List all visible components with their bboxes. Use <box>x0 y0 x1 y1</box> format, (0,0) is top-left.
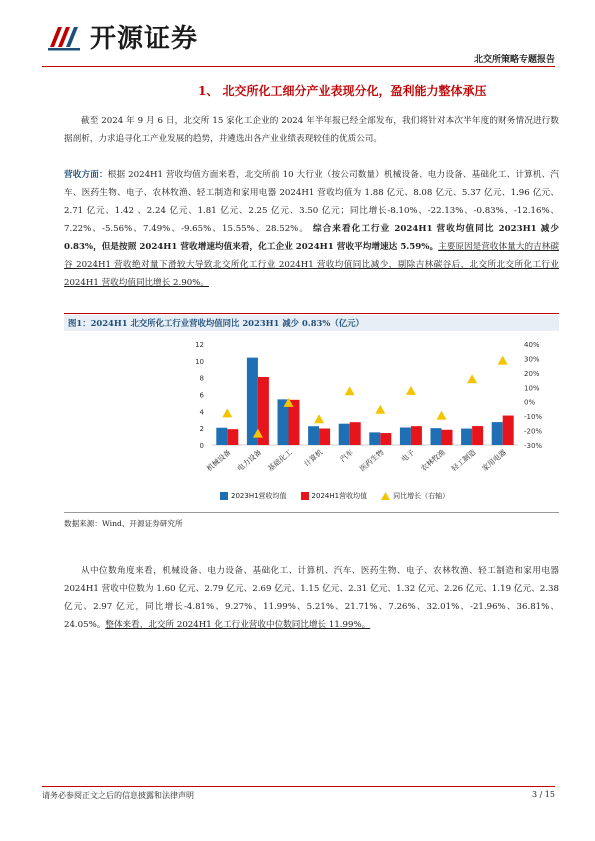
y-right-tick-label: -10% <box>524 413 543 422</box>
page-header <box>0 0 595 65</box>
median-body: 从中位数角度来看，机械设备、电力设备、基础化工、计算机、汽车、医药生物、电子、农林牧渔、轻工制造和家用电器 2024H1 营收中位数为 1.60 亿元、2.79 亿元、2.69 亿元、1.15 亿元、2.31 亿元、1.32 亿元、2.26 亿元、1.19 亿元、2.38 亿元、2.97 亿元，同比增长-4.81%、9.27%、11.99%、5.21%、21.71%、7.26%、32.01%、-21.96%、36.81%、24.05%。 <box>64 566 559 630</box>
section-title: 1、 北交所化工细分产业表现分化，盈利能力整体承压 <box>198 84 487 98</box>
bar-2023h1 <box>339 424 350 445</box>
y-left-tick-label: 10 <box>195 357 204 366</box>
y-right-tick-label: 20% <box>524 369 540 378</box>
legend-label: 2024H1营收均值 <box>311 492 368 500</box>
y-left-tick-label: 12 <box>195 341 204 349</box>
y-left-tick-label: 8 <box>199 374 204 383</box>
growth-point <box>375 405 385 414</box>
bar-2023h1 <box>492 422 503 445</box>
legend-label: 2023H1营收均值 <box>231 492 287 500</box>
bar-2024h1 <box>411 426 422 445</box>
growth-point <box>345 386 355 395</box>
x-tick-label: 电子 <box>399 447 417 464</box>
y-right-tick-label: 0% <box>524 398 536 407</box>
bar-2023h1 <box>369 432 380 445</box>
bar-2024h1 <box>472 426 483 445</box>
x-tick-label: 家用电器 <box>480 447 508 474</box>
figure-title: 图1：2024H1 北交所化工行业营收均值同比 2023H1 减少 0.83%（亿元） <box>68 318 364 328</box>
x-tick-label: 基础化工 <box>265 447 294 474</box>
growth-point <box>437 411 447 420</box>
y-left-tick-label: 2 <box>199 425 204 434</box>
x-tick-label: 电力设备 <box>235 447 264 474</box>
brand-name: 开源证券 <box>90 24 199 54</box>
bar-2024h1 <box>380 433 391 445</box>
logo-icon <box>46 21 84 53</box>
legend-swatch <box>220 492 228 500</box>
y-left-tick-label: 4 <box>199 408 204 417</box>
report-type: 北交所策略专题报告 <box>473 55 555 65</box>
intro-text: 截至 2024 年 9 月 6 日，北交所 15 家化工企业的 2024 年半年报已经全部发布，我们将针对本次半年度的财务情况进行数据剖析，力求追寻化工产业发展的趋势，并遴选出各产业业绩表现较佳的优质公司。 <box>64 116 559 144</box>
x-tick-label: 医药生物 <box>357 447 386 474</box>
y-right-tick-label: 10% <box>524 384 540 393</box>
revenue-chart <box>64 332 559 512</box>
figure-source: 数据来源：Wind、开源证券研究所 <box>64 519 183 528</box>
revenue-paragraph <box>64 166 559 292</box>
footer-divider <box>42 786 555 787</box>
x-tick-label: 轻工制造 <box>449 447 478 474</box>
bar-2024h1 <box>503 416 514 445</box>
y-right-tick-label: 30% <box>524 355 540 364</box>
summary-bold: 综合来看化工行业 2024H1 营收均值同比 2023H1 减少 0.83%，但是按照 2024H1 营收增速均值来看，化工企业 2024H1 营收平均增速达 5.59%。 <box>64 224 560 252</box>
bar-2024h1 <box>319 429 330 445</box>
chart-legend <box>220 491 449 501</box>
bar-2023h1 <box>431 428 442 445</box>
bar-2024h1 <box>227 429 238 445</box>
summary-underlined: 主要原因是营收体量大的吉林碳谷 2024H1 营收绝对量下滑较大导致北交所化工行业 2024H1 营收均值同比减少，剔除吉林碳谷后，北交所北交所化工行业 2024H1 营收均值同比增长 2.90%。 <box>64 242 559 288</box>
growth-point <box>222 408 232 417</box>
legend-item-growth <box>381 491 449 501</box>
x-tick-label: 汽车 <box>338 447 355 464</box>
legend-item-2024 <box>301 491 368 501</box>
bar-2024h1 <box>350 422 361 445</box>
legend-swatch <box>301 492 309 500</box>
legend-label: 同比增长（右轴） <box>393 492 450 500</box>
revenue-lead: 营收方面： <box>64 170 108 180</box>
median-paragraph <box>64 562 559 634</box>
growth-point <box>314 414 324 423</box>
median-conclusion: 整体来看，北交所 2024H1 化工行业营收中位数同比增长 11.99%。 <box>105 620 371 630</box>
figure-top-rule <box>64 313 559 314</box>
bar-2023h1 <box>400 427 411 445</box>
figure-bottom-rule <box>64 512 559 513</box>
growth-point <box>406 386 416 395</box>
y-left-tick-label: 6 <box>199 391 204 400</box>
bar-2024h1 <box>442 430 453 445</box>
brand-logo <box>46 18 198 55</box>
figure-title-bar <box>64 315 559 331</box>
x-tick-label: 计算机 <box>302 447 325 469</box>
y-left-tick-label: 0 <box>199 442 204 450</box>
legend-item-2023 <box>220 491 287 501</box>
x-tick-label: 机械设备 <box>204 447 233 474</box>
growth-point <box>467 374 477 383</box>
footer-disclaimer: 请务必参阅正文之后的信息披露和法律声明 <box>42 791 194 800</box>
growth-point <box>498 356 508 365</box>
y-right-tick-label: 40% <box>524 341 540 349</box>
bar-2023h1 <box>308 426 319 445</box>
header-divider <box>42 66 555 67</box>
x-tick-label: 农林牧渔 <box>418 447 447 474</box>
bar-2023h1 <box>216 428 227 445</box>
y-right-tick-label: -30% <box>524 442 543 450</box>
y-right-tick-label: -20% <box>524 427 543 436</box>
triangle-icon <box>381 492 390 500</box>
bar-2023h1 <box>461 429 472 445</box>
revenue-body: 根据 2024H1 营收均值方面来看，北交所前 10 大行业（按公司数量）机械设备、电力设备、基础化工、计算机、汽车、医药生物、电子、农林牧渔、轻工制造和家用电器 2024H1 营收均值为 1.88 亿元、8.08 亿元、5.37 亿元、1.96 亿元、2.71 亿元、1.42 、2.24 亿元、1.81 亿元、2.25 亿元、3.50 亿元；同比增长-8.10%、-22.13%、-0.83%、-12.16%、7.22%、-5.56%、7.49%、-9.65%、15.55%、28.52%。 <box>64 170 559 234</box>
page-number: 3 / 15 <box>531 790 555 799</box>
intro-paragraph <box>64 112 559 148</box>
